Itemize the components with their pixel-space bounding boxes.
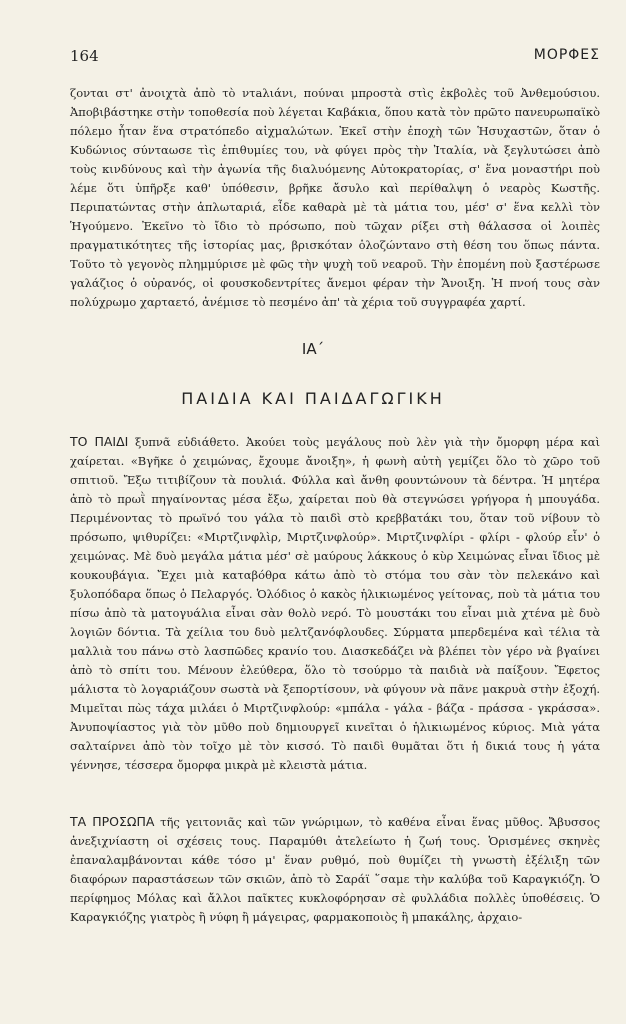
journal-title: ΜΟΡΦΕΣ bbox=[533, 47, 600, 63]
paragraph-lead: ΤΑ ΠΡΟΣΩΠΑ bbox=[70, 814, 155, 829]
page-header bbox=[70, 47, 600, 67]
page-number: 164 bbox=[70, 47, 99, 65]
chapter-number: ΙΑ΄ bbox=[301, 340, 325, 358]
paragraph-child bbox=[70, 432, 600, 775]
paragraph-text: ξυπνᾶ εὐδιάθετο. Ἀκούει τοὺς μεγάλους ποὺ λὲν γιὰ τὴν ὄμορφη μέρα καὶ χαίρεται. «Βγῆκε ὁ χειμώνας, ἔχουμε ἄνοιξη», ἡ φωνὴ αὐτὴ γεμίζει ὅλο τὸ χῶρο τοῦ σπιτιοῦ. Ἔξω τιτιβίζουν τὰ πουλιά. Φύλλα καὶ ἄνθη φουντώνουν τὰ δέντρα. Ἡ μητέρα ἀπὸ τὸ πρωῒ πηγαίνοντας μέσα ἔξω, χαίρεται ποὺ θὰ στεγνώσει γρήγορα ἡ μπουγάδα. Περιμένοντας τὸ πρωϊνό του γάλα τὸ παιδὶ στὸ κρεββατάκι του, ὅταν τοῦ νίβουν τὸ πρόσωπο, ψιθυρίζει: «Μιρτζινφλὶρ, Μιρτζινφλούρ». Μιρτζινφλίρι - φλίρι - φλούρ εἶν' ὁ χειμώνας. Μὲ δυὸ μεγάλα μάτια μέσ' σὲ μαύρους λάκκους ὁ κὺρ Χειμώνας εἶναι ἴδιος μὲ κουκουβάγια. Ἔχει μιὰ καταβόθρα κάτω ἀπὸ τὸ στόμα του σὰν τὸν πελεκάνο καὶ ξυλοπόδαρα ὅπως ὁ Πελαργός. Ὁλόδιος ὁ κακὸς ἡλικιωμένος γείτονας, ποὺ τὰ μάτια του πίσω ἀπὸ τὰ ματογυάλια εἶναι σὰν θολὸ νερό. Τὸ μουστάκι του εἶναι μιὰ χτένα μὲ δυὸ λογιῶν δόντια. Τὰ χείλια του δυὸ μελτζανόφλουδες. Σύρματα μπερδεμένα καὶ τέλια τὰ μαλλιὰ του πάνω στὸ λασπῶδες κρανίο του. Διασκεδάζει νὰ βλέπει τὸν γέρο νὰ βγαίνει ἀπὸ τὸ σπίτι του. Μένουν ἐλεύθερα, ὅλο τὸ τσούρμο τὰ παιδιὰ νὰ παίξουν. Ἔφετος μάλιστα τὸ λογαριάζουν σωστὰ νὰ ξεπορτίσουν, νὰ φύγουν νὰ πᾶνε μακρυὰ στὴν ἐξοχή. Μιμεῖται πὼς τάχα μιλάει ὁ Μιρτζινφλούρ: «μπάλα - γάλα - βάζα - πράσσα - γκράσσα». Ἀνυποψίαστος γιὰ τὸν μῦθο ποὺ δημιουργεῖ κινεῖται ὁ ἡλικιωμένος κύριος. Μιὰ γάτα σαλταίρνει ἀπὸ τὸν τοῖχο μὲ τὸν κισσό. Τὸ παιδὶ θυμᾶται ὅτι ἡ δικιά τους ἡ γάτα γέννησε, τέσσερα ὄμορφα μικρὰ μὲ κλειστὰ μάτια. bbox=[70, 435, 600, 772]
paragraph-faces bbox=[70, 812, 600, 927]
paragraph-text: τῆς γειτονιᾶς καὶ τῶν γνώριμων, τὸ καθένα εἶναι ἕνας μῦθος. Ἄβυσσος ἀνεξιχνίαστη οἱ σχέσεις τους. Παραμύθι ἀτελείωτο ἡ ζωή τους. Ὁρισμένες σκηνὲς ἐπαναλαμβάνονται κάθε τόσο μ' ἕναν ρυθμό, ποὺ θυμίζει τὴ γνωστὴ ἐξέλιξη τῶν διαφόρων παραστάσεων τῶν σκιῶν, ἀπὸ τὸ Σαράϊ ῞σαμε τὴν καλύβα τοῦ Καραγκιόζη. Ὁ περίφημος Μόλας καὶ ἄλλοι παῖκτες κυκλοφόρησαν σὲ φυλλάδια πολλὲς ὑποθέσεις. Ὁ Καραγκιόζης γιατρὸς ἢ νύφη ἢ μάγειρας, φαρμακοποιὸς ἢ μπακάλης, ἀρχαιο- bbox=[70, 815, 601, 924]
continuation-paragraph: ζονται στ' ἀνοιχτὰ ἀπὸ τὸ ντaλιάνι, πούναι μπροστὰ στὶς ἐκβολὲς τοῦ Ἀνθεμούσιου. Ἀποβιβάστηκε στὴν τοποθεσία ποὺ λέγεται Καβάκια, ὅπου κατὰ τὸν πρῶτο πανευρωπαϊκὸ πόλεμο ἦταν ἕνα στρατόπεδο αἰχμαλώτων. Ἐκεῖ στὴν ἐποχὴ τῶν Ἡσυχαστῶν, ὅταν ὁ Κυδώνιος σύνταωσε τὶς ἐπιθυμίες του, νὰ φύγει πρὸς τὴν Ἰταλία, νὰ ξεγλυτώσει ἀπὸ τοὺς κινδύνους καὶ τὴν ἀγωνία τῆς διαλυόμενης Αὐτοκρατορίας, σ' ἕνα μοναστήρι ποὺ λέμε ὅτι ὑπῆρξε καθ' ὑπόθεσιν, βρῆκε ἄσυλο καὶ περίθαλψη ὁ νεαρὸς Κωστῆς. Περιπατώντας στὴν ἁπλωταριά, εἶδε καθαρὰ μὲ τὰ μάτια του, μέσ' σ' ἕνα κελλὶ τὸν Ἡγούμενο. Ἐκεῖνο τὸ ἴδιο τὸ πρόσωπο, ποὺ τῶχαν ρίξει στὴ θάλασσα οἱ λοιπὲς πραγματικότητες τῆς ἱστορίας μας, βρισκόταν ὁλοζώντανο στὴ θέση του ὅπως πάντα. Τοῦτο τὸ γεγονὸς πλημμύρισε μὲ φῶς τὴν ψυχὴ τοῦ νεαροῦ. Τὴν ἑπομένη ποὺ ξαστέρωσε γαλάζιος ὁ οὐρανός, οἱ φουσκοδεντρίτες ἄνεμοι φέραν τὴν Ἄνοιξη. Ἡ πνοή τους σὰν πολύχρωμο χαρταετό, ἀνέμισε τὸ πεσμένο ἀπ' τὰ χέρια τοῦ συγγραφέα χαρτί. bbox=[70, 86, 600, 309]
chapter-title: ΠΑΙΔΙΑ ΚΑΙ ΠΑΙΔΑΓΩΓΙΚΗ bbox=[181, 389, 445, 408]
paragraph-lead: ΤΟ ΠΑΙΔΙ bbox=[70, 434, 129, 449]
